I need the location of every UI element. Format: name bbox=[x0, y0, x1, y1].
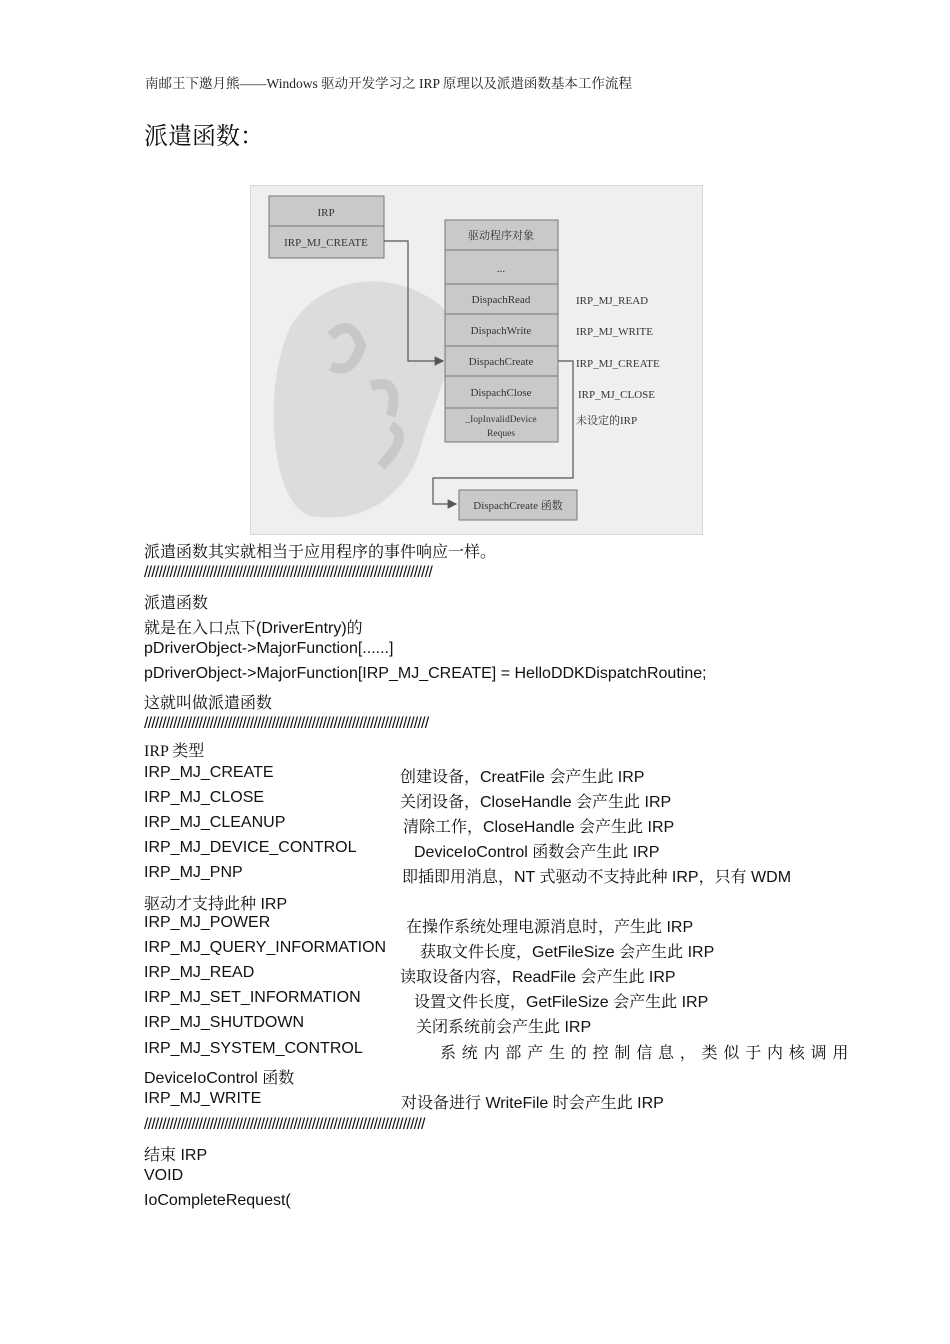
driver-object-box bbox=[445, 220, 558, 442]
irp-type-name: IRP_MJ_CREATE bbox=[144, 764, 274, 781]
code-major-function-create: pDriverObject->MajorFunction[IRP_MJ_CREATE] = HelloDDKDispatchRoutine; bbox=[144, 665, 707, 682]
dispach-create-function-box bbox=[459, 490, 577, 520]
row-dispach-close: DispachClose bbox=[470, 387, 532, 399]
irp-type-desc: 读取设备内容，ReadFile 会产生此 IRP bbox=[400, 969, 676, 986]
driver-object-title: 驱动程序对象 bbox=[468, 230, 534, 242]
irp-type-desc: 关闭设备，CloseHandle 会产生此 IRP bbox=[400, 794, 672, 811]
label-irp-mj-read: IRP_MJ_READ bbox=[576, 295, 649, 307]
irp-box-entry: IRP_MJ_CREATE bbox=[284, 237, 368, 249]
label-unset-irp: 未设定的IRP bbox=[576, 415, 638, 427]
irp-type-desc-continued: 驱动才支持此种 IRP bbox=[144, 896, 288, 913]
dispatch-diagram bbox=[250, 185, 703, 535]
page-header: 南邮王下邀月熊——Windows 驱动开发学习之 IRP 原理以及派遣函数基本工作流程 bbox=[145, 76, 632, 91]
separator-3: ///////////////////////////////////////////////////////////////////////////// bbox=[144, 1116, 425, 1133]
irp-type-desc-continued: DeviceIoControl 函数 bbox=[144, 1070, 295, 1087]
code-major-function: pDriverObject->MajorFunction[......] bbox=[144, 640, 394, 657]
irp-type-name: IRP_MJ_SYSTEM_CONTROL bbox=[144, 1040, 363, 1057]
irp-type-name: IRP_MJ_QUERY_INFORMATION bbox=[144, 939, 387, 956]
row-invalid-line2: Reques bbox=[487, 429, 515, 439]
irp-type-desc: 获取文件长度，GetFileSize 会产生此 IRP bbox=[420, 944, 715, 961]
row-dispach-write: DispachWrite bbox=[470, 325, 532, 337]
irp-type-name: IRP_MJ_PNP bbox=[144, 864, 243, 881]
code-io-complete-request: IoCompleteRequest( bbox=[144, 1192, 291, 1209]
irp-type-desc: 即插即用消息，NT 式驱动不支持此种 IRP，只有 WDM bbox=[402, 869, 792, 886]
row-dispach-create: DispachCreate bbox=[468, 356, 534, 368]
separator-1: /////////////////////////////////////////////////////////////////////////////// bbox=[144, 564, 432, 581]
irp-box-title: IRP bbox=[317, 207, 335, 219]
irp-type-desc: 创建设备，CreatFile 会产生此 IRP bbox=[400, 769, 645, 786]
heading-complete-irp: 结束 IRP bbox=[144, 1147, 208, 1164]
irp-type-desc: DeviceIoControl 函数会产生此 IRP bbox=[414, 844, 660, 861]
label-irp-mj-create: IRP_MJ_CREATE bbox=[576, 358, 660, 370]
irp-type-desc: 关闭系统前会产生此 IRP bbox=[416, 1019, 592, 1036]
irp-type-name: IRP_MJ_DEVICE_CONTROL bbox=[144, 839, 357, 856]
irp-box bbox=[269, 196, 384, 258]
label-irp-mj-write: IRP_MJ_WRITE bbox=[576, 326, 653, 338]
dispach-create-function-label: DispachCreate 函数 bbox=[473, 500, 563, 512]
irp-type-desc: 在操作系统处理电源消息时，产生此 IRP bbox=[406, 919, 694, 936]
code-void: VOID bbox=[144, 1167, 184, 1184]
heading-irp-types: IRP 类型 bbox=[144, 743, 205, 760]
separator-2: ////////////////////////////////////////////////////////////////////////////// bbox=[144, 715, 429, 732]
irp-type-desc: 对设备进行 WriteFile 时会产生此 IRP bbox=[401, 1095, 664, 1112]
heading-dispatch-function: 派遣函数 bbox=[144, 595, 209, 612]
label-irp-mj-close: IRP_MJ_CLOSE bbox=[578, 389, 656, 401]
row-dispach-read: DispachRead bbox=[471, 294, 531, 306]
irp-type-name: IRP_MJ_SHUTDOWN bbox=[144, 1014, 305, 1031]
text-entry-point: 就是在入口点下(DriverEntry)的 bbox=[144, 620, 363, 637]
irp-type-name: IRP_MJ_READ bbox=[144, 964, 255, 981]
irp-type-name: IRP_MJ_POWER bbox=[144, 914, 271, 931]
irp-type-name: IRP_MJ_CLEANUP bbox=[144, 814, 286, 831]
caption: 派遣函数其实就相当于应用程序的事件响应一样。 bbox=[144, 544, 497, 561]
irp-type-name: IRP_MJ_WRITE bbox=[144, 1090, 262, 1107]
driver-object-ellipsis: ... bbox=[496, 263, 506, 275]
irp-type-name: IRP_MJ_SET_INFORMATION bbox=[144, 989, 361, 1006]
row-invalid-line1: _IopInvalidDevice bbox=[465, 415, 537, 425]
text-called-dispatch: 这就叫做派遣函数 bbox=[144, 695, 273, 712]
irp-type-name: IRP_MJ_CLOSE bbox=[144, 789, 265, 806]
section-title: 派遣函数： bbox=[144, 124, 264, 150]
irp-type-desc: 系统内部产生的控制信息，类似于内核调用 bbox=[440, 1045, 855, 1062]
irp-type-desc: 设置文件长度，GetFileSize 会产生此 IRP bbox=[414, 994, 709, 1011]
irp-type-desc: 清除工作，CloseHandle 会产生此 IRP bbox=[403, 819, 675, 836]
